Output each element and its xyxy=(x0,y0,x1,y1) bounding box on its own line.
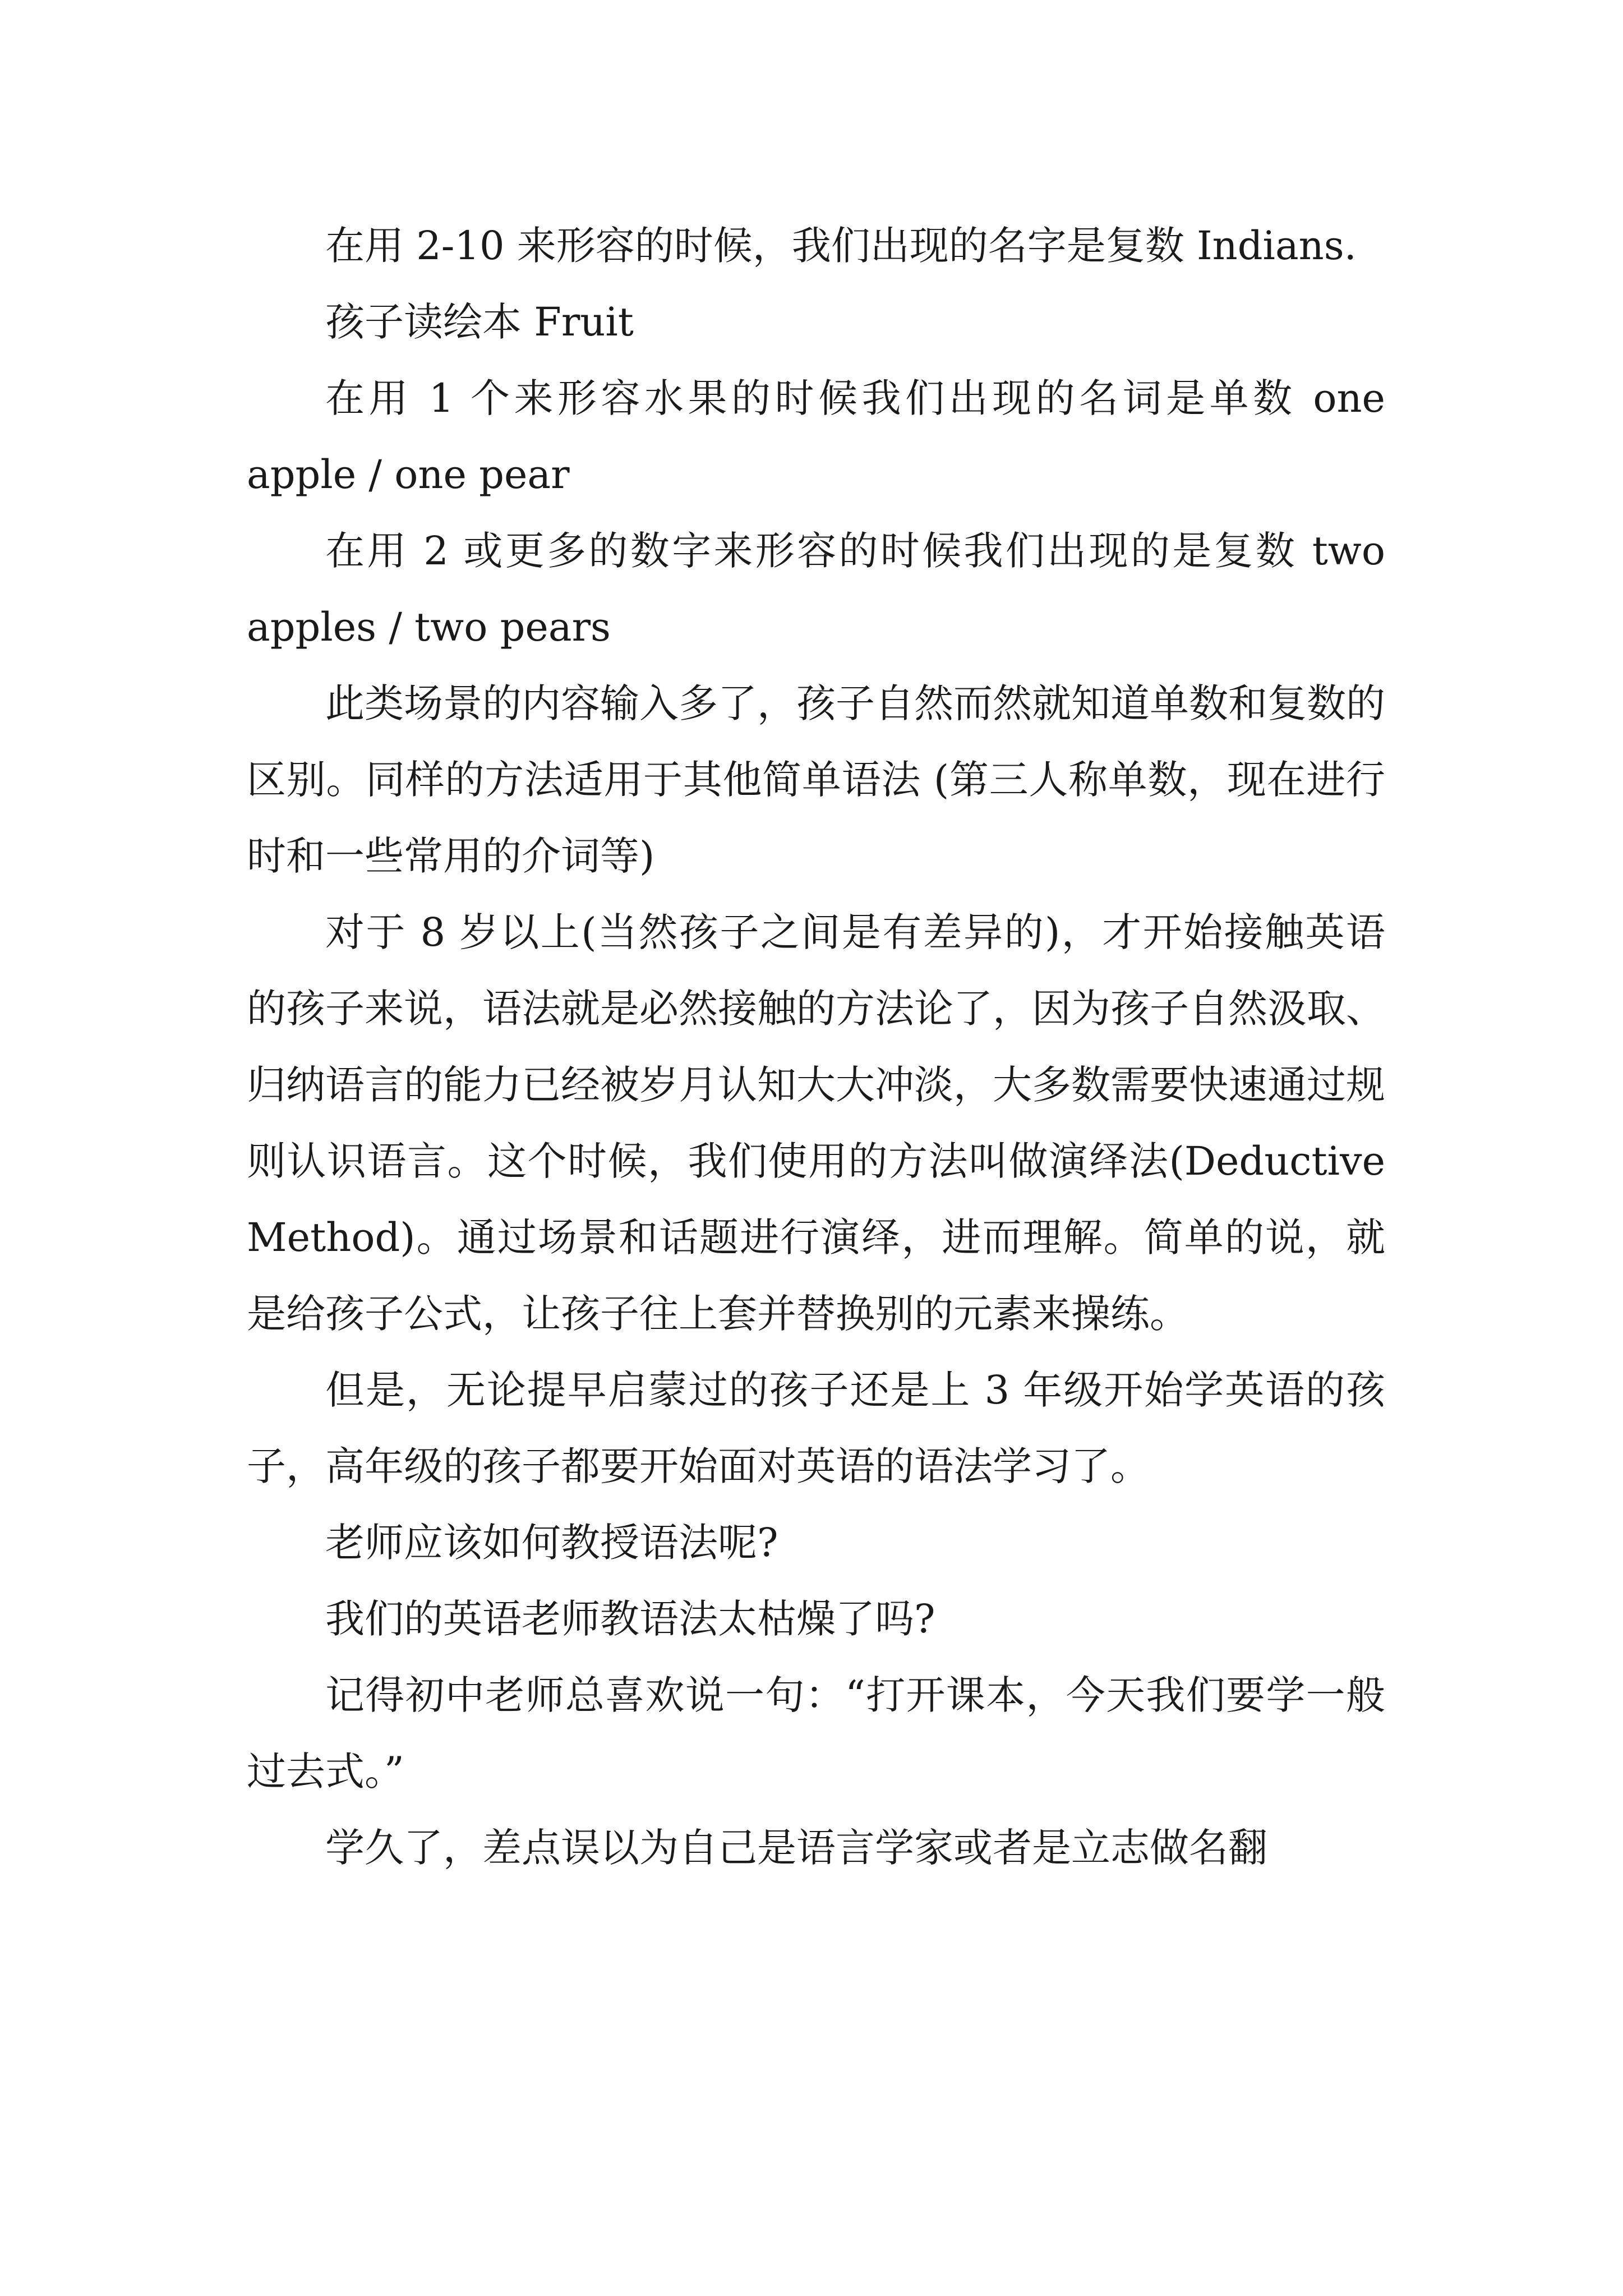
paragraph-5: 此类场景的内容输入多了，孩子自然而然就知道单数和复数的区别。同样的方法适用于其他简单语法 (第三人称单数，现在进行时和一些常用的介词等) xyxy=(247,680,1385,879)
paragraph-4: 在用 2 或更多的数字来形容的时候我们出现的是复数 two apples / two pears xyxy=(247,528,1385,650)
paragraph-10: 记得初中老师总喜欢说一句：“打开课本，今天我们要学一般过去式。” xyxy=(247,1672,1385,1795)
paragraph-8: 老师应该如何教授语法呢? xyxy=(325,1520,778,1566)
document-page xyxy=(247,208,1385,1886)
paragraph-7: 但是，无论提早启蒙过的孩子还是上 3 年级开始学英语的孩子，高年级的孩子都要开始面对英语的语法学习了。 xyxy=(247,1367,1385,1489)
paragraph-2: 孩子读绘本 Fruit xyxy=(325,299,634,345)
paragraph-11: 学久了，差点误以为自己是语言学家或者是立志做名翻 xyxy=(325,1825,1267,1871)
paragraph-9: 我们的英语老师教语法太枯燥了吗? xyxy=(325,1596,935,1642)
paragraph-3: 在用 1 个来形容水果的时候我们出现的名词是单数 one apple / one pear xyxy=(247,375,1385,498)
paragraph-6: 对于 8 岁以上(当然孩子之间是有差异的)，才开始接触英语的孩子来说，语法就是必然接触的方法论了，因为孩子自然汲取、归纳语言的能力已经被岁月认知大大冲淡，大多数需要快速通过规则认识语言。这个时候，我们使用的方法叫做演绎法(Deductive Method)。通过场景和话题进行演绎，进而理解。简单的说，就是给孩子公式，让孩子往上套并替换别的元素来操练。 xyxy=(247,909,1385,1337)
paragraph-1: 在用 2-10 来形容的时候，我们出现的名字是复数 Indians. xyxy=(325,223,1357,269)
